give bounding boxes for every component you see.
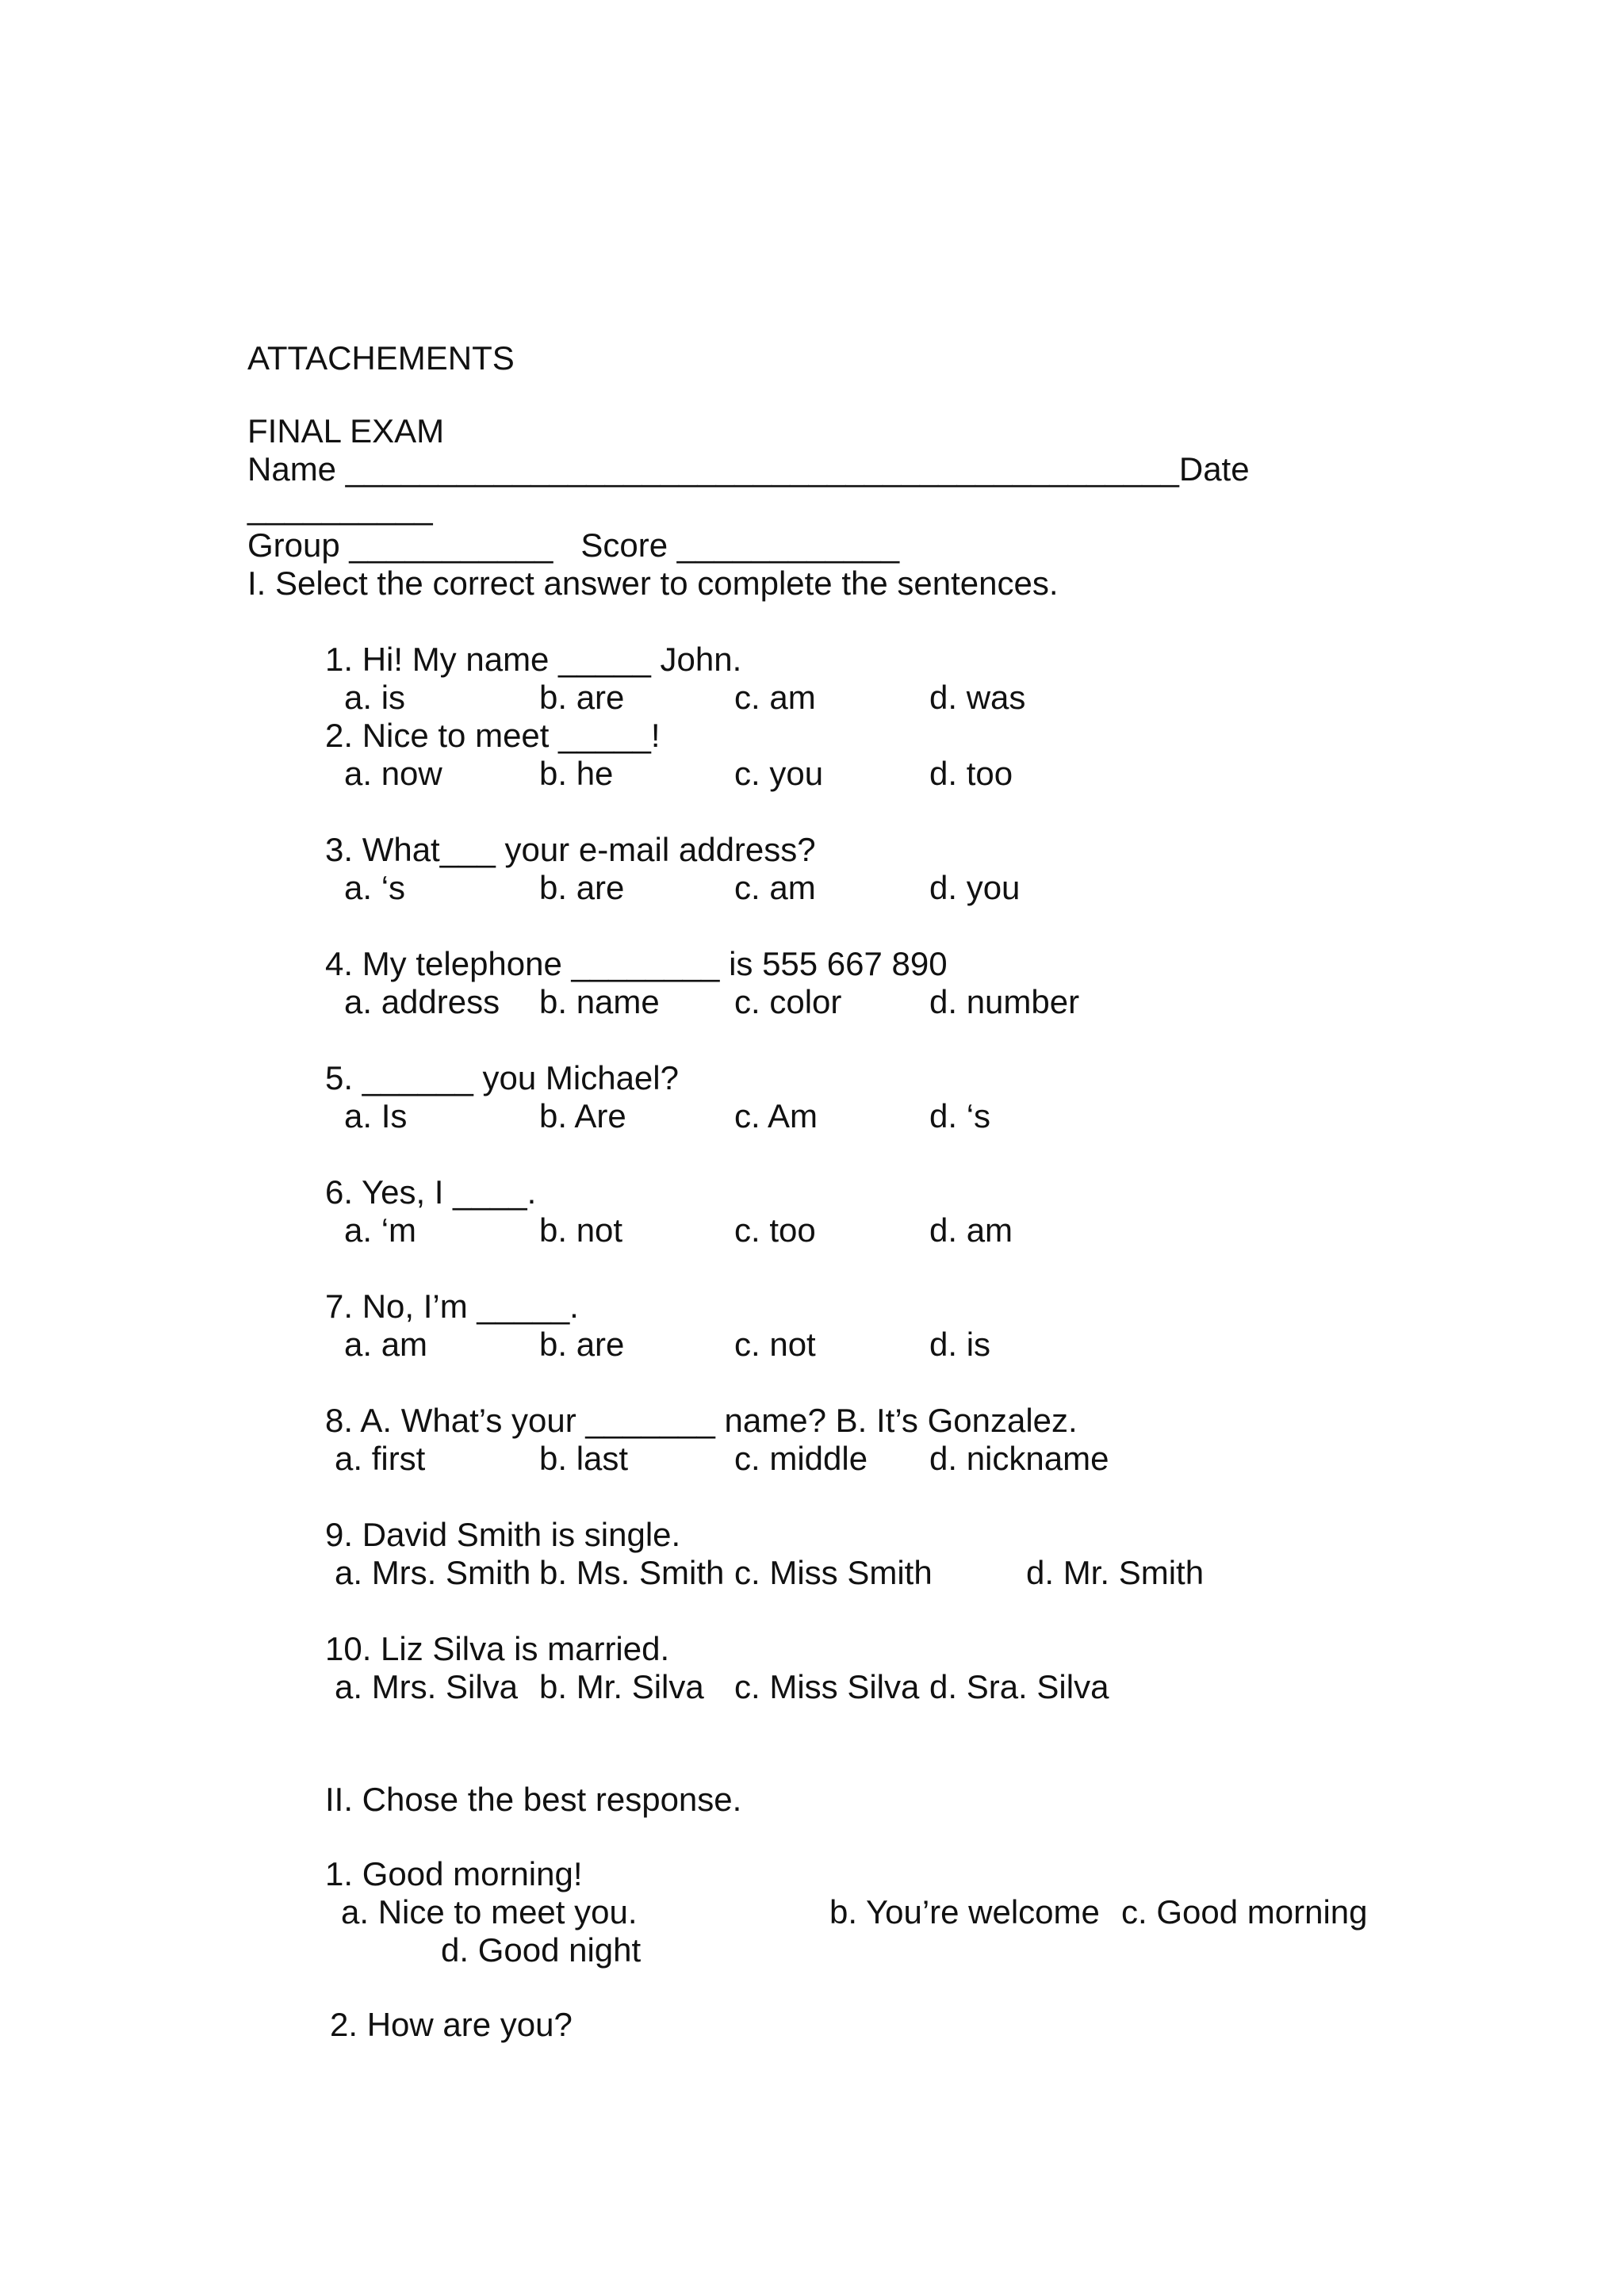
section2-q1-option-c[interactable]: c. Good morning	[1121, 1893, 1368, 1931]
question-8: 8. A. What’s your _______ name? B. It’s Gonzalez.	[325, 1402, 1078, 1439]
question-4: 4. My telephone ________ is 555 667 890	[325, 945, 948, 982]
question-5-option-b[interactable]: b. Are	[539, 1097, 626, 1135]
name-row	[247, 450, 1250, 488]
question-3-option-c[interactable]: c. am	[734, 869, 816, 906]
question-9-option-d[interactable]: d. Mr. Smith	[1026, 1554, 1205, 1591]
question-10-option-d[interactable]: d. Sra. Silva	[929, 1668, 1109, 1705]
question-9: 9. David Smith is single.	[325, 1516, 681, 1553]
question-7-option-d[interactable]: d. is	[929, 1326, 991, 1363]
question-4-option-d[interactable]: d. number	[929, 983, 1080, 1020]
group-field[interactable]: ___________	[349, 526, 553, 564]
question-5-option-a[interactable]: a. Is	[344, 1097, 408, 1135]
question-7-option-a[interactable]: a. am	[344, 1326, 428, 1363]
question-9-option-a[interactable]: a. Mrs. Smith	[335, 1554, 531, 1591]
exam-title: FINAL EXAM	[247, 412, 445, 450]
section2-instruction: II. Chose the best response.	[325, 1781, 742, 1818]
question-4-option-c[interactable]: c. color	[734, 983, 842, 1020]
question-1-option-d[interactable]: d. was	[929, 679, 1026, 716]
score-field[interactable]: ____________	[676, 526, 900, 564]
question-8-option-b[interactable]: b. last	[539, 1440, 629, 1477]
question-3-option-d[interactable]: d. you	[929, 869, 1021, 906]
question-3-option-a[interactable]: a. ‘s	[344, 869, 406, 906]
section2-q1-option-d[interactable]: d. Good night	[441, 1931, 642, 1969]
date-label: Date	[1178, 450, 1250, 488]
question-10-option-c[interactable]: c. Miss Silva	[734, 1668, 920, 1705]
question-2: 2. Nice to meet _____!	[325, 717, 661, 754]
date-field[interactable]: __________	[247, 488, 433, 526]
question-9-option-b[interactable]: b. Ms. Smith	[539, 1554, 725, 1591]
group-score-row	[247, 526, 899, 564]
section2-q1-option-b[interactable]: b. You’re welcome	[829, 1893, 1100, 1931]
question-2-option-b[interactable]: b. he	[539, 755, 614, 792]
question-6: 6. Yes, I ____.	[325, 1173, 537, 1211]
question-5: 5. ______ you Michael?	[325, 1059, 679, 1096]
question-4-option-a[interactable]: a. address	[344, 983, 500, 1020]
question-7-option-b[interactable]: b. are	[539, 1326, 625, 1363]
score-label: Score	[580, 526, 668, 564]
question-4-option-b[interactable]: b. name	[539, 983, 660, 1020]
question-8-option-d[interactable]: d. nickname	[929, 1440, 1109, 1477]
section2-q1-option-a[interactable]: a. Nice to meet you.	[341, 1893, 638, 1931]
question-6-option-c[interactable]: c. too	[734, 1211, 816, 1249]
name-label: Name	[247, 450, 337, 488]
question-1: 1. Hi! My name _____ John.	[325, 641, 742, 678]
question-3: 3. What___ your e-mail address?	[325, 831, 816, 868]
question-6-option-d[interactable]: d. am	[929, 1211, 1013, 1249]
question-3-option-b[interactable]: b. are	[539, 869, 625, 906]
question-10-option-b[interactable]: b. Mr. Silva	[539, 1668, 704, 1705]
question-1-option-a[interactable]: a. is	[344, 679, 406, 716]
question-6-option-a[interactable]: a. ‘m	[344, 1211, 417, 1249]
question-5-option-d[interactable]: d. ‘s	[929, 1097, 991, 1135]
question-2-option-a[interactable]: a. now	[344, 755, 442, 792]
question-8-option-c[interactable]: c. middle	[734, 1440, 868, 1477]
question-1-option-b[interactable]: b. are	[539, 679, 625, 716]
section2-question-1: 1. Good morning!	[325, 1855, 583, 1892]
question-7: 7. No, I’m _____.	[325, 1288, 579, 1325]
question-6-option-b[interactable]: b. not	[539, 1211, 623, 1249]
question-9-option-c[interactable]: c. Miss Smith	[734, 1554, 933, 1591]
question-2-option-c[interactable]: c. you	[734, 755, 824, 792]
group-label: Group	[247, 526, 340, 564]
question-1-option-c[interactable]: c. am	[734, 679, 816, 716]
question-8-option-a[interactable]: a. first	[335, 1440, 426, 1477]
section2-question-2: 2. How are you?	[330, 2006, 573, 2043]
question-10-option-a[interactable]: a. Mrs. Silva	[335, 1668, 519, 1705]
section1-instruction: I. Select the correct answer to complete the sentences.	[247, 564, 1059, 602]
question-2-option-d[interactable]: d. too	[929, 755, 1013, 792]
question-10: 10. Liz Silva is married.	[325, 1630, 670, 1667]
name-field[interactable]: _____________________________________________	[345, 450, 1179, 488]
attachments-heading: ATTACHEMENTS	[247, 339, 515, 377]
question-5-option-c[interactable]: c. Am	[734, 1097, 818, 1135]
question-7-option-c[interactable]: c. not	[734, 1326, 816, 1363]
